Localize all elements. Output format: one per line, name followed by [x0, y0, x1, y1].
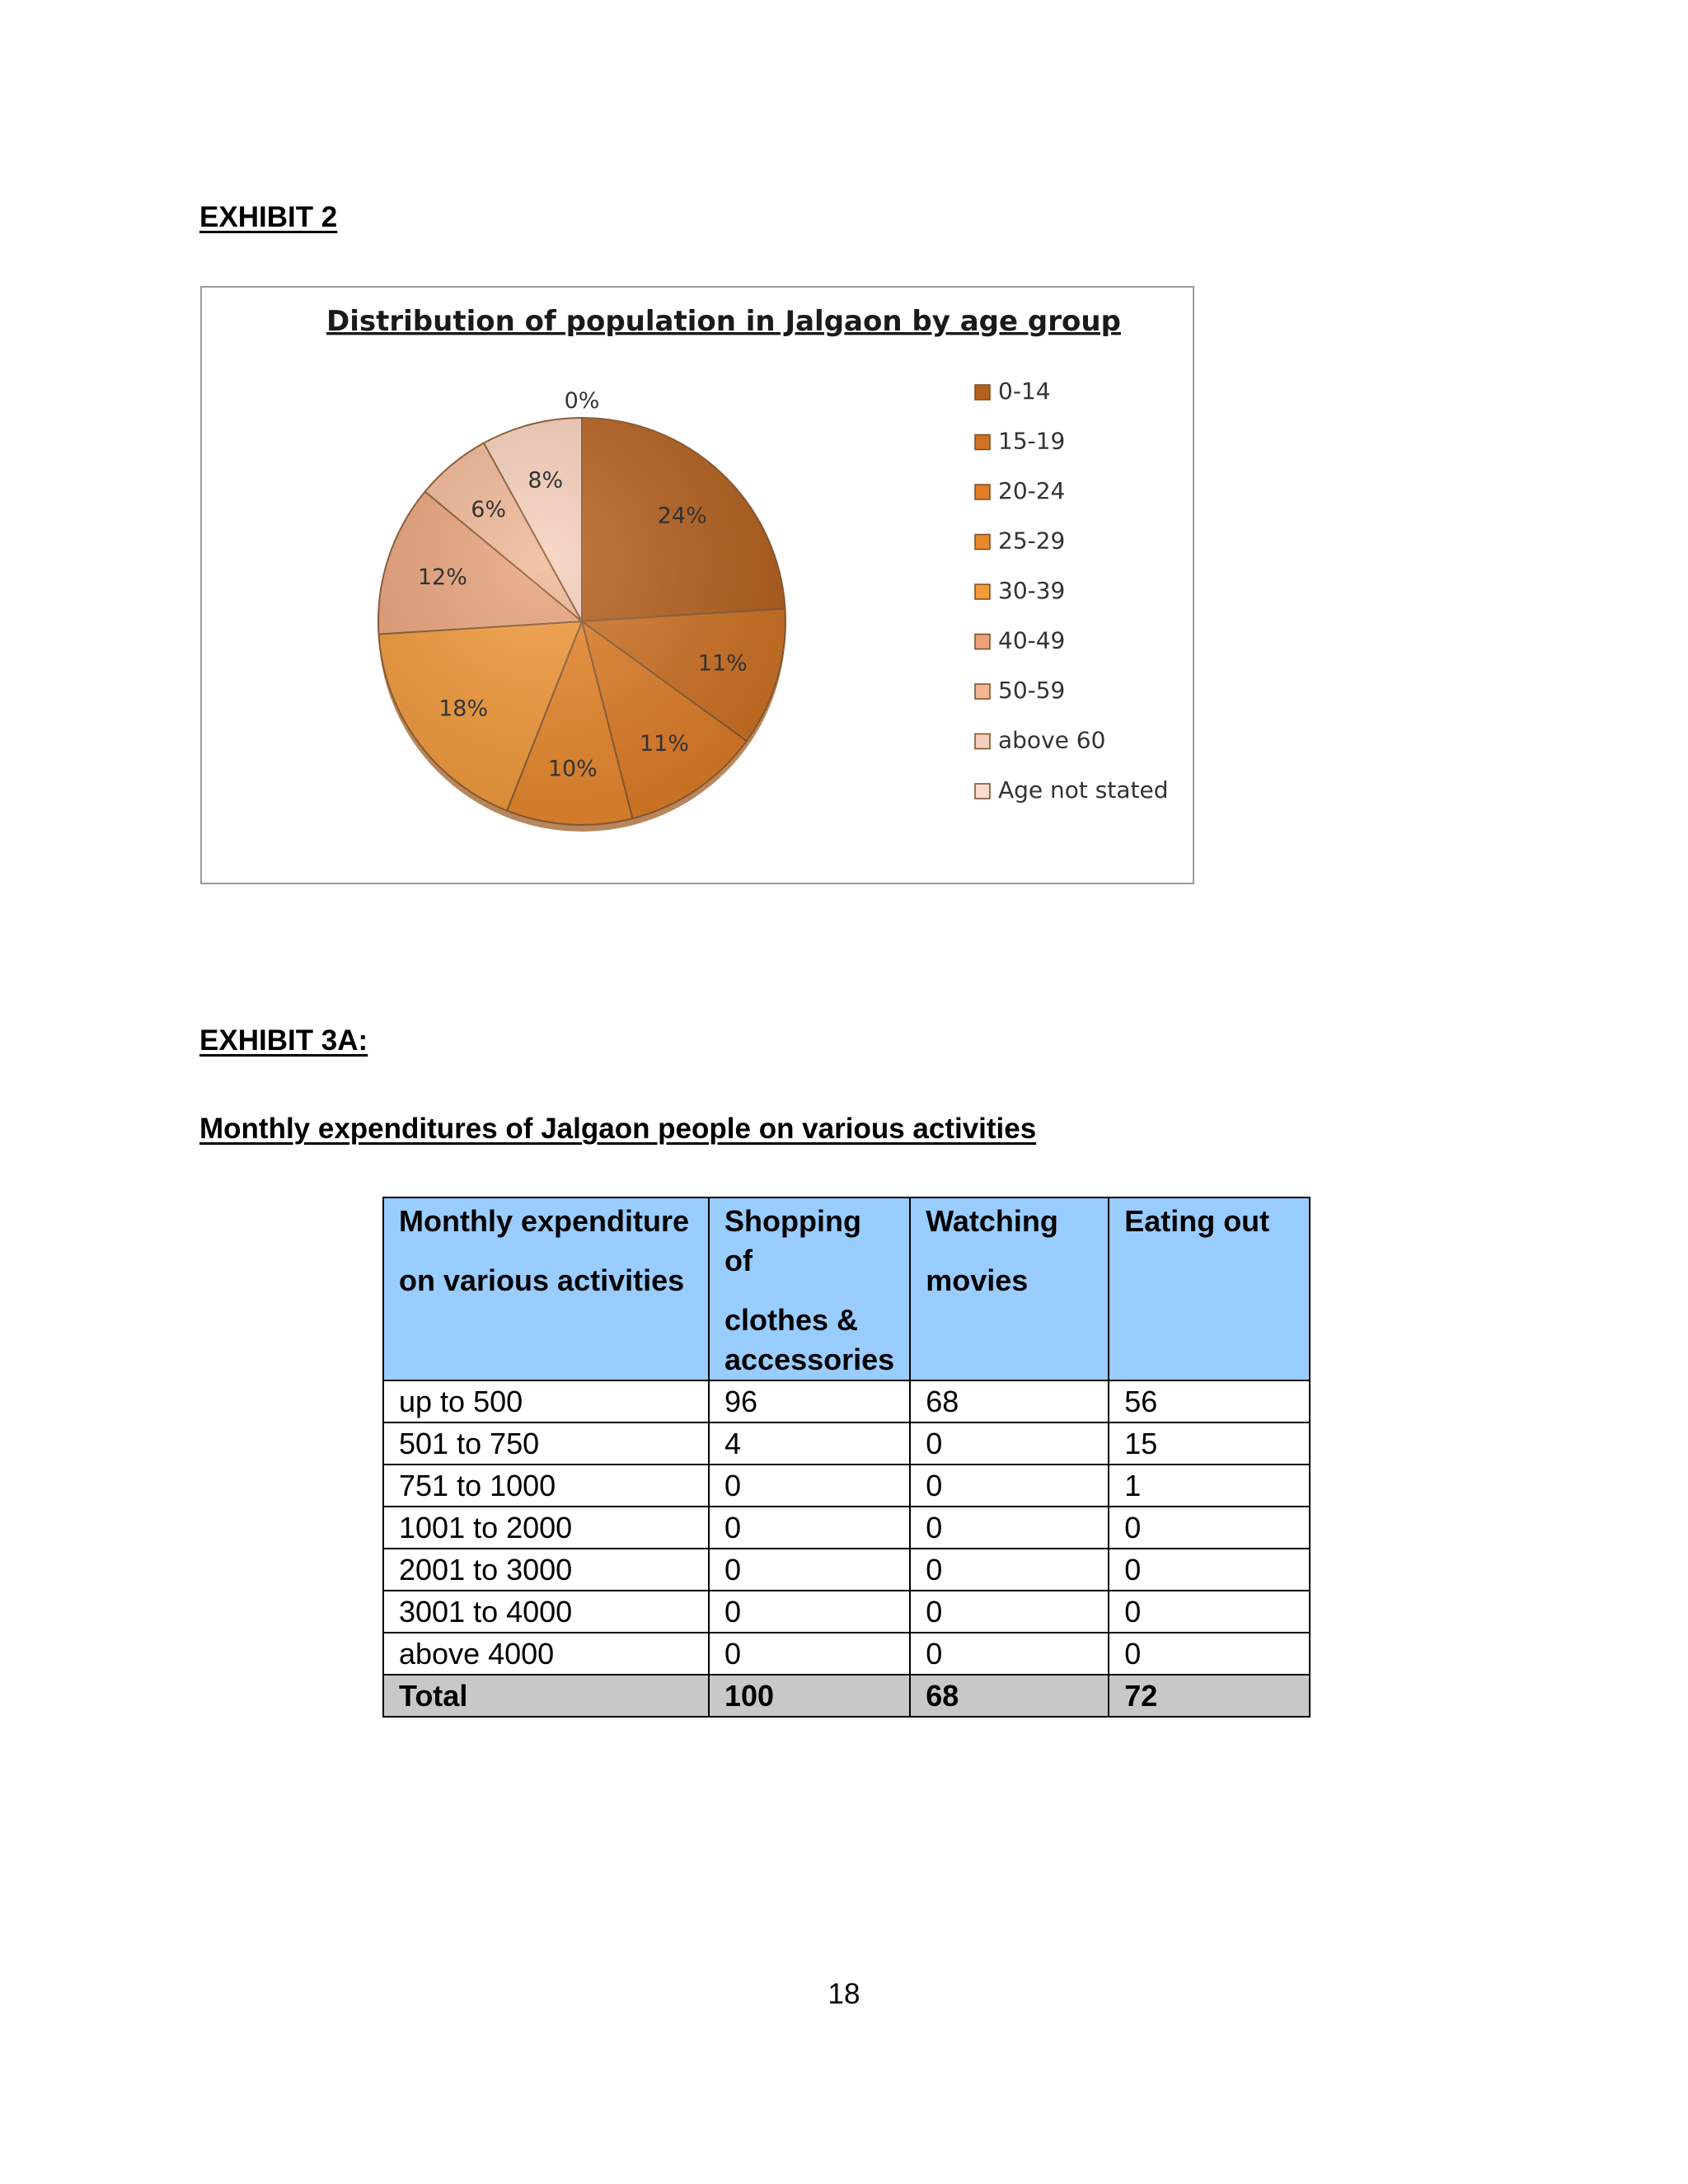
expenditure-table: [382, 1197, 1311, 1718]
table-cell: 0: [910, 1507, 1109, 1549]
table-header-row: [383, 1197, 1310, 1380]
table-cell: 0: [1109, 1507, 1310, 1549]
age-distribution-pie-chart: [202, 288, 1196, 886]
table-row: [383, 1633, 1310, 1675]
header-line: Eating out: [1124, 1204, 1270, 1238]
legend-swatch: [975, 535, 990, 550]
table-cell: 0: [709, 1465, 910, 1507]
table-cell: 68: [910, 1380, 1109, 1422]
table-row: [383, 1422, 1310, 1465]
table-cell: up to 500: [383, 1380, 709, 1422]
table-cell: 100: [709, 1675, 910, 1717]
table-cell: 0: [910, 1422, 1109, 1465]
table-cell: 0: [709, 1507, 910, 1549]
header-line: Monthly expenditure: [399, 1204, 690, 1238]
table-cell: 0: [1109, 1633, 1310, 1675]
table-cell: 0: [1109, 1549, 1310, 1591]
exhibit-3a-heading: EXHIBIT 3A:: [199, 1024, 368, 1057]
table-cell: 751 to 1000: [383, 1465, 709, 1507]
pie-data-label: 0%: [564, 388, 600, 414]
legend-label: 20-24: [998, 477, 1066, 504]
pie-data-label: 11%: [697, 650, 748, 677]
table-cell: 0: [709, 1633, 910, 1675]
table-cell: 1001 to 2000: [383, 1507, 709, 1549]
pie-data-label: 11%: [639, 731, 689, 757]
legend-label: 0-14: [998, 377, 1051, 405]
table-cell: 0: [910, 1591, 1109, 1633]
table-cell: 15: [1109, 1422, 1310, 1465]
table-cell: 56: [1109, 1380, 1310, 1422]
legend-label: 40-49: [998, 626, 1066, 654]
legend-swatch: [975, 784, 990, 799]
legend-label: 30-39: [998, 577, 1066, 604]
table-row: [383, 1507, 1310, 1549]
chart-title: Distribution of population in Jalgaon by age group: [326, 305, 1121, 338]
table-cell: above 4000: [383, 1633, 709, 1675]
table-cell: 0: [910, 1465, 1109, 1507]
legend-swatch: [975, 435, 990, 450]
chart-legend: [975, 377, 1169, 804]
legend-swatch: [975, 485, 990, 499]
pie-data-label: 8%: [528, 467, 564, 494]
table-row: [383, 1465, 1310, 1507]
legend-swatch: [975, 635, 990, 649]
table-cell: 0: [1109, 1591, 1310, 1633]
table-cell: 0: [709, 1549, 910, 1591]
header-eating-out: [1109, 1197, 1310, 1380]
legend-swatch: [975, 734, 990, 749]
table-cell: 1: [1109, 1465, 1310, 1507]
table-cell: 2001 to 3000: [383, 1549, 709, 1591]
pie-data-label: 18%: [438, 696, 489, 722]
table-total-row: [383, 1675, 1310, 1717]
table-cell: 72: [1109, 1675, 1310, 1717]
legend-swatch: [975, 584, 990, 599]
header-shopping: [709, 1197, 910, 1380]
table-cell: 3001 to 4000: [383, 1591, 709, 1633]
table-cell: 4: [709, 1422, 910, 1465]
legend-label: 25-29: [998, 527, 1066, 555]
header-line: movies: [926, 1263, 1029, 1297]
header-line: clothes &: [724, 1303, 859, 1337]
table-cell: 0: [910, 1549, 1109, 1591]
table-title: Monthly expenditures of Jalgaon people on various activities: [199, 1113, 1037, 1145]
pie-chart-frame: [200, 286, 1194, 884]
pie-data-label: 6%: [471, 496, 507, 523]
page-number: 18: [828, 1978, 860, 2010]
pie-data-label: 12%: [417, 565, 467, 591]
header-line: Watching: [926, 1204, 1058, 1238]
header-line: accessories: [724, 1343, 895, 1376]
legend-label: 15-19: [998, 427, 1066, 455]
exhibit-2-heading: EXHIBIT 2: [199, 201, 338, 233]
header-line: Shopping of: [724, 1204, 861, 1277]
legend-label: Age not stated: [998, 776, 1169, 804]
table-cell: 68: [910, 1675, 1109, 1717]
pie-data-label: 10%: [547, 756, 598, 782]
header-line: on various activities: [399, 1263, 685, 1297]
table-row: [383, 1380, 1310, 1422]
legend-label: above 60: [998, 726, 1106, 754]
table-cell: Total: [383, 1675, 709, 1717]
table-row: [383, 1549, 1310, 1591]
table-cell: 0: [910, 1633, 1109, 1675]
legend-swatch: [975, 385, 990, 400]
legend-label: 50-59: [998, 677, 1066, 704]
table-cell: 0: [709, 1591, 910, 1633]
header-monthly-expenditure: [383, 1197, 709, 1380]
table-cell: 501 to 750: [383, 1422, 709, 1465]
table-row: [383, 1591, 1310, 1633]
header-watching-movies: [910, 1197, 1109, 1380]
table-cell: 96: [709, 1380, 910, 1422]
legend-swatch: [975, 684, 990, 699]
pie-data-label: 24%: [657, 503, 707, 529]
